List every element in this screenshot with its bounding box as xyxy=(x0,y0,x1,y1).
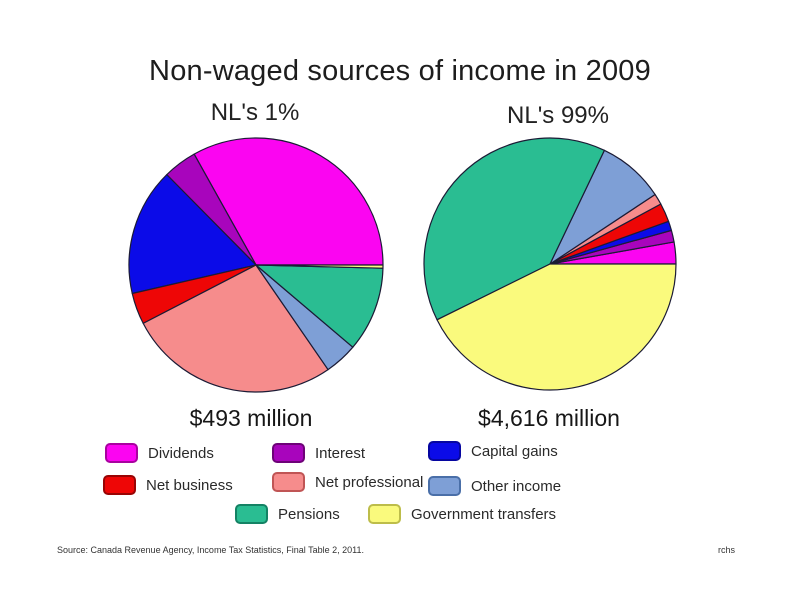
legend-swatch-other-income xyxy=(428,476,461,496)
legend-swatch-capital-gains xyxy=(428,441,461,461)
pie-chart-nls-1-percent xyxy=(126,135,386,395)
legend-item-dividends xyxy=(105,443,214,463)
legend-swatch-dividends xyxy=(105,443,138,463)
legend-item-other-income xyxy=(428,476,561,496)
legend-item-interest xyxy=(272,443,365,463)
pie-left-subtitle: NL's 1% xyxy=(210,99,300,126)
legend-swatch-net-business xyxy=(103,475,136,495)
legend-label: Interest xyxy=(315,444,366,462)
legend-label: Capital gains xyxy=(471,442,558,460)
legend-swatch-government-transfers xyxy=(368,504,401,524)
legend-swatch-pensions xyxy=(235,504,268,524)
legend-label: Government transfers xyxy=(411,505,557,523)
legend-item-net-professional xyxy=(272,472,423,492)
legend-swatch-interest xyxy=(272,443,305,463)
legend-swatch-net-professional xyxy=(272,472,305,492)
pie-left-total: $493 million xyxy=(189,405,313,431)
legend-label: Pensions xyxy=(278,505,340,523)
legend-label: Net professional xyxy=(315,473,424,491)
legend-item-pensions xyxy=(235,504,340,524)
legend-label: Other income xyxy=(471,477,562,495)
pie-right-total: $4,616 million xyxy=(478,405,620,431)
legend-label: Dividends xyxy=(148,444,214,462)
legend-item-net-business xyxy=(103,475,233,495)
chart-title: Non-waged sources of income in 2009 xyxy=(149,55,651,87)
pie-chart-nls-99-percent xyxy=(420,134,680,394)
legend-item-capital-gains xyxy=(428,441,558,461)
credit-note: rchs xyxy=(718,545,736,555)
legend-label: Net business xyxy=(146,476,233,494)
pie-right-subtitle: NL's 99% xyxy=(507,102,609,129)
source-note: Source: Canada Revenue Agency, Income Tax Statistics, Final Table 2, 2011. xyxy=(57,545,365,555)
legend-item-government-transfers xyxy=(368,504,556,524)
